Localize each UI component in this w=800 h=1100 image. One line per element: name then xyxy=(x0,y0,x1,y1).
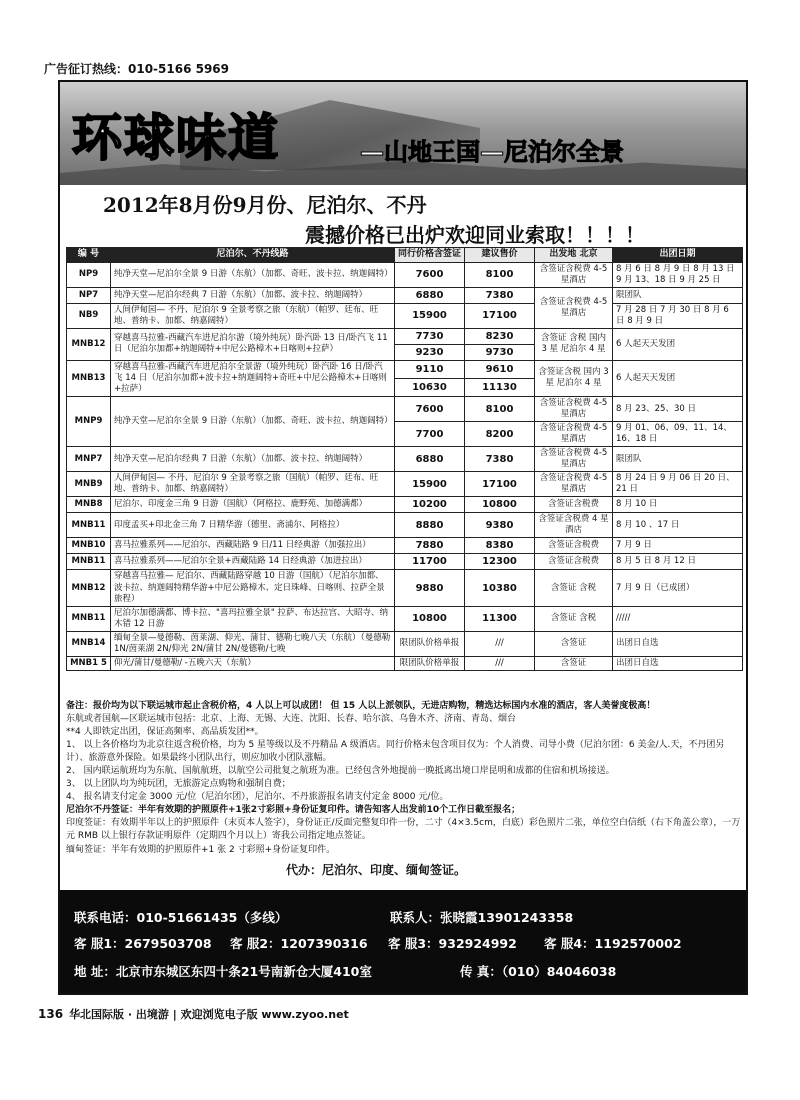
cell-retail-price: 11130 xyxy=(465,378,535,396)
table-row xyxy=(67,328,743,344)
cell-retail-price: 8380 xyxy=(465,538,535,554)
cell-departure: 含签证含税费 4-5 星酒店 xyxy=(535,422,613,447)
cell-code: MNP9 xyxy=(67,397,111,447)
cell-peer-price: 9110 xyxy=(395,360,465,378)
cell-departure: 含签证含税费 xyxy=(535,554,613,570)
cell-code: MNB8 xyxy=(67,497,111,513)
table-row xyxy=(67,397,743,422)
cell-peer-price: 限团队价格单报 xyxy=(395,656,465,670)
cell-peer-price: 7600 xyxy=(395,262,465,287)
cell-route: 纯净天堂—尼泊尔经典 7 日游（东航）（加都、波卡拉、纳迦阔特） xyxy=(111,287,395,303)
table-row xyxy=(67,570,743,606)
contact-address: 地 址：北京市东城区东四十条21号南新仓大厦410室 xyxy=(74,964,372,979)
header-date: 出团日期 xyxy=(613,248,743,263)
cell-route: 尼泊尔、印度金三角 9 日游（国航）（阿格拉、鹿野苑、加德满都） xyxy=(111,497,395,513)
cell-date: 8 月 10 、17 日 xyxy=(613,513,743,538)
contact-person: 联系人：张晓霞13901243358 xyxy=(390,910,574,925)
banner-subtitle: —山地王国—尼泊尔全景 xyxy=(360,138,624,166)
tour-price-table xyxy=(66,247,743,671)
cell-route: 印度孟买+印北金三角 7 日精华游（德里、斋浦尔、阿格拉） xyxy=(111,513,395,538)
table-row xyxy=(67,287,743,303)
ad-hotline: 广告征订热线：010-5166 5969 xyxy=(44,62,230,76)
headline-line2: 震撼价格已出炉欢迎同业索取！！！！ xyxy=(305,223,645,247)
cell-date: 6 人起天天发团 xyxy=(613,328,743,360)
cell-route: 纯净天堂—尼泊尔全景 9 日游（东航）（加都、奇旺、波卡拉、纳迦阔特） xyxy=(111,262,395,287)
cell-code: MNB11 xyxy=(67,513,111,538)
header-route: 尼泊尔、不丹线路 xyxy=(111,248,395,263)
table-row xyxy=(67,262,743,287)
cell-peer-price: 10200 xyxy=(395,497,465,513)
table-row xyxy=(67,538,743,554)
note-line: 东航或者国航—区联运城市包括：北京、上海、无锡、大连、沈阳、长春、哈尔滨、乌鲁木齐、济南、青岛、烟台 xyxy=(66,714,517,725)
cell-peer-price: 15900 xyxy=(395,472,465,497)
cell-peer-price: 限团队价格单报 xyxy=(395,631,465,656)
cell-peer-price: 10800 xyxy=(395,606,465,631)
cell-code: MNB11 xyxy=(67,554,111,570)
cell-peer-price: 7730 xyxy=(395,328,465,344)
cell-date: 出团日自选 xyxy=(613,631,743,656)
cell-retail-price: 8100 xyxy=(465,397,535,422)
customer-service-3: 客 服3：932924992 xyxy=(388,936,517,951)
banner-title: 环球味道 xyxy=(72,109,280,167)
header-departure: 出发地 北京 xyxy=(535,248,613,263)
note-line: 尼泊尔不丹签证：半年有效期的护照原件+1张2寸彩照+身份证复印件。请告知客人出发前10个工作日截至报名； xyxy=(66,805,521,816)
cell-retail-price: 8100 xyxy=(465,262,535,287)
cell-peer-price: 9230 xyxy=(395,344,465,360)
customer-service-2: 客 服2：1207390316 xyxy=(230,936,368,951)
cell-route: 人间伊甸园— 不丹、尼泊尔 9 全景考察之旅（东航）（帕罗、廷布、旺地、普纳卡、加都、纳嘉阔特） xyxy=(111,303,395,328)
cell-retail-price: 12300 xyxy=(465,554,535,570)
cell-date: ///// xyxy=(613,606,743,631)
customer-service-4: 客 服4：1192570002 xyxy=(544,936,682,951)
cell-peer-price: 8880 xyxy=(395,513,465,538)
cell-departure: 含签证含税 国内 3 星 尼泊尔 4 星 xyxy=(535,360,613,396)
customer-service-1: 客 服1：2679503708 xyxy=(74,936,212,951)
page-footer xyxy=(38,1006,349,1022)
cell-peer-price: 6880 xyxy=(395,447,465,472)
cell-code: NP7 xyxy=(67,287,111,303)
cell-retail-price: 11300 xyxy=(465,606,535,631)
cell-date: 7 月 28 日 7 月 30 日 8 月 6 日 8 月 9 日 xyxy=(613,303,743,328)
cell-departure: 含签证含税费 4-5 星酒店 xyxy=(535,397,613,422)
cell-code: NB9 xyxy=(67,303,111,328)
cell-code: MNB10 xyxy=(67,538,111,554)
cell-route: 仰光/蒲甘/曼德勒/ -五晚六天（东航） xyxy=(111,656,395,670)
table-row xyxy=(67,656,743,670)
cell-departure: 含签证 含税 xyxy=(535,606,613,631)
page-number: 136 xyxy=(38,1007,64,1021)
contact-panel xyxy=(60,890,746,993)
cell-retail-price: 9730 xyxy=(465,344,535,360)
cell-code: MNB13 xyxy=(67,360,111,396)
cell-peer-price: 10630 xyxy=(395,378,465,396)
cell-departure: 含签证 含税 xyxy=(535,570,613,606)
cell-route: 纯净天堂—尼泊尔全景 9 日游（东航）（加都、奇旺、波卡拉、纳迦阔特） xyxy=(111,397,395,447)
cell-retail-price: 8200 xyxy=(465,422,535,447)
cell-departure: 含签证含税费 4-5 星酒店 xyxy=(535,262,613,287)
note-line: 缅甸签证：半年有效期的护照原件+1 张 2 寸彩照+身份证复印件。 xyxy=(66,844,336,855)
cell-retail-price: 10800 xyxy=(465,497,535,513)
header-peer-price: 同行价格含签证 xyxy=(395,248,465,263)
cell-route: 喜马拉雅系列——尼泊尔全景+西藏陆路 14 日经典游（加进拉出） xyxy=(111,554,395,570)
cell-peer-price: 11700 xyxy=(395,554,465,570)
table-row xyxy=(67,513,743,538)
cell-code: MNB9 xyxy=(67,472,111,497)
cell-code: MNB14 xyxy=(67,631,111,656)
cell-departure: 含签证含税费 4 星酒店 xyxy=(535,513,613,538)
cell-code: MNP7 xyxy=(67,447,111,472)
cell-route: 穿越喜马拉雅-西藏汽车进尼泊尔游（境外纯玩）卧汽卧 13 日/卧汽飞 11 日（尼泊尔加都+纳迦阔特+中尼公路樟木+日喀则+拉萨） xyxy=(111,328,395,360)
cell-departure: 含签证 含税 国内 3 星 尼泊尔 4 星 xyxy=(535,328,613,360)
header-retail-price: 建议售价 xyxy=(465,248,535,263)
cell-route: 穿越喜马拉雅-西藏汽车进尼泊尔全景游（境外纯玩）卧汽卧 16 日/卧汽飞 14 日（尼泊尔加都+波卡拉+纳迦阔特+奇旺+中尼公路樟木+日喀则+拉萨） xyxy=(111,360,395,396)
cell-retail-price: 9380 xyxy=(465,513,535,538)
cell-code: MNB12 xyxy=(67,570,111,606)
cell-retail-price: 17100 xyxy=(465,303,535,328)
cell-date: 6 人起天天发团 xyxy=(613,360,743,396)
cell-date: 8 月 10 日 xyxy=(613,497,743,513)
cell-retail-price: /// xyxy=(465,656,535,670)
table-row xyxy=(67,606,743,631)
notes-section xyxy=(66,700,744,857)
cell-departure: 含签证含税费 xyxy=(535,497,613,513)
cell-code: MNB12 xyxy=(67,328,111,360)
cell-retail-price: 17100 xyxy=(465,472,535,497)
note-line: 2、 国内联运航班均为东航、国航航班，以航空公司批复之航班为准。已经包含外地提前一晚抵离出境口岸昆明和成都的住宿和机场接送。 xyxy=(66,766,615,777)
cell-date: 8 月 6 日 8 月 9 日 8 月 13 日 9 月 13、18 日 9 月 25 日 xyxy=(613,262,743,287)
cell-code: MNB11 xyxy=(67,606,111,631)
cell-route: 缅甸全景—曼德勒、茵莱湖、仰光、蒲甘、德勒七晚八天（东航）（曼德勒 1N/茵莱湖 2N/仰光 2N/蒲甘 2N/曼德勒/七晚 xyxy=(111,631,395,656)
contact-phone: 联系电话：010-51661435（多线） xyxy=(74,910,288,925)
note-line: 4、 报名请支付定金 3000 元/位（尼泊尔团），尼泊尔、不丹旅游报名请支付定金 8000 元/位。 xyxy=(66,792,449,803)
cell-route: 穿越喜马拉雅— 尼泊尔、西藏陆路穿越 10 日游（国航）（尼泊尔加都、波卡拉、纳迦阔特精华游+中尼公路樟木、定日珠峰、日喀则、拉萨全景旅程） xyxy=(111,570,395,606)
headline-line1: 2012年8月份9月份、尼泊尔、不丹 xyxy=(103,193,427,217)
cell-departure: 含签证含税费 4-5 星酒店 xyxy=(535,287,613,328)
table-row xyxy=(67,303,743,328)
cell-departure: 含签证含税费 4-5 星酒店 xyxy=(535,447,613,472)
cell-peer-price: 7700 xyxy=(395,422,465,447)
cell-peer-price: 9880 xyxy=(395,570,465,606)
cell-peer-price: 6880 xyxy=(395,287,465,303)
table-row xyxy=(67,631,743,656)
cell-peer-price: 15900 xyxy=(395,303,465,328)
cell-departure: 含签证 xyxy=(535,631,613,656)
cell-peer-price: 7600 xyxy=(395,397,465,422)
table-row xyxy=(67,447,743,472)
cell-date: 限团队 xyxy=(613,287,743,303)
cell-code: MNB1 5 xyxy=(67,656,111,670)
cell-retail-price: 7380 xyxy=(465,287,535,303)
table-row xyxy=(67,497,743,513)
table-row xyxy=(67,360,743,378)
contact-fax: 传 真：（010）84046038 xyxy=(460,964,617,979)
cell-route: 纯净天堂—尼泊尔经典 7 日游（东航）（加都、波卡拉、纳迦阔特） xyxy=(111,447,395,472)
cell-date: 9 月 01、06、09、11、14、16、18 日 xyxy=(613,422,743,447)
cell-date: 7 月 9 日（已成团） xyxy=(613,570,743,606)
table-row xyxy=(67,554,743,570)
cell-code: NP9 xyxy=(67,262,111,287)
note-line: 印度签证：有效期半年以上的护照原件（末页本人签字），身份证正/反面完整复印件一份，二寸（4×3.5cm，白底）彩色照片二张，单位空白信纸（右下角盖公章），一万元 RMB 以上银行存款证明原件（定期四个月以上）寄我公司指定地点签证。 xyxy=(66,818,741,842)
cell-route: 尼泊尔加德满都、博卡拉、"喜玛拉雅全景" 拉萨、布达拉宫、大昭寺、纳木错 12 日游 xyxy=(111,606,395,631)
cell-date: 8 月 23、25、30 日 xyxy=(613,397,743,422)
cell-date: 限团队 xyxy=(613,447,743,472)
cell-route: 人间伊甸园— 不丹、尼泊尔 9 全景考察之旅（国航）（帕罗、廷布、旺地、普纳卡、加都、纳嘉阔特） xyxy=(111,472,395,497)
cell-date: 8 月 24 日 9 月 06 日 20 日、21 日 xyxy=(613,472,743,497)
table-row xyxy=(67,472,743,497)
note-line: **4 人即铁定出团，保证高频率、高品质发团**。 xyxy=(66,727,264,738)
table-header-row xyxy=(67,248,743,263)
cell-departure: 含签证含税费 4-5 星酒店 xyxy=(535,472,613,497)
note-line: 备注：报价均为以下联运城市起止含税价格，4 人以上可以成团！ 但 15 人以上派领队，无进店购物，精选达标国内水准的酒店，客人美誉度极高！ xyxy=(66,701,656,711)
cell-retail-price: 7380 xyxy=(465,447,535,472)
cell-retail-price: 9610 xyxy=(465,360,535,378)
cell-retail-price: /// xyxy=(465,631,535,656)
cell-date: 8 月 5 日 8 月 12 日 xyxy=(613,554,743,570)
header-code: 编 号 xyxy=(67,248,111,263)
cell-date: 出团日自选 xyxy=(613,656,743,670)
cell-date: 7 月 9 日 xyxy=(613,538,743,554)
cell-departure: 含签证含税费 xyxy=(535,538,613,554)
cell-retail-price: 10380 xyxy=(465,570,535,606)
cell-departure: 含签证 xyxy=(535,656,613,670)
cell-retail-price: 8230 xyxy=(465,328,535,344)
cell-route: 喜马拉雅系列——尼泊尔、西藏陆路 9 日/11 日经典游（加强拉出） xyxy=(111,538,395,554)
cell-peer-price: 7880 xyxy=(395,538,465,554)
note-line: 3、 以上团队均为纯玩团，无旅游定点购物和强制自费； xyxy=(66,779,291,790)
visa-agent-line: 代办：尼泊尔、印度、缅甸签证。 xyxy=(286,863,467,877)
footer-text: 华北国际版 · 出境游 | 欢迎浏览电子版 www.zyoo.net xyxy=(69,1008,349,1021)
note-line: 1、 以上各价格均为北京往返含税价格，均为 5 星等级以及不丹精品 A 级酒店。同行价格未包含项目仅为：个人消费、司导小费（尼泊尔团：6 美金/人.天，不丹团另计）、旅游意外保险。如果最终小团队出行，则应加收小团队涨幅。 xyxy=(66,740,725,764)
